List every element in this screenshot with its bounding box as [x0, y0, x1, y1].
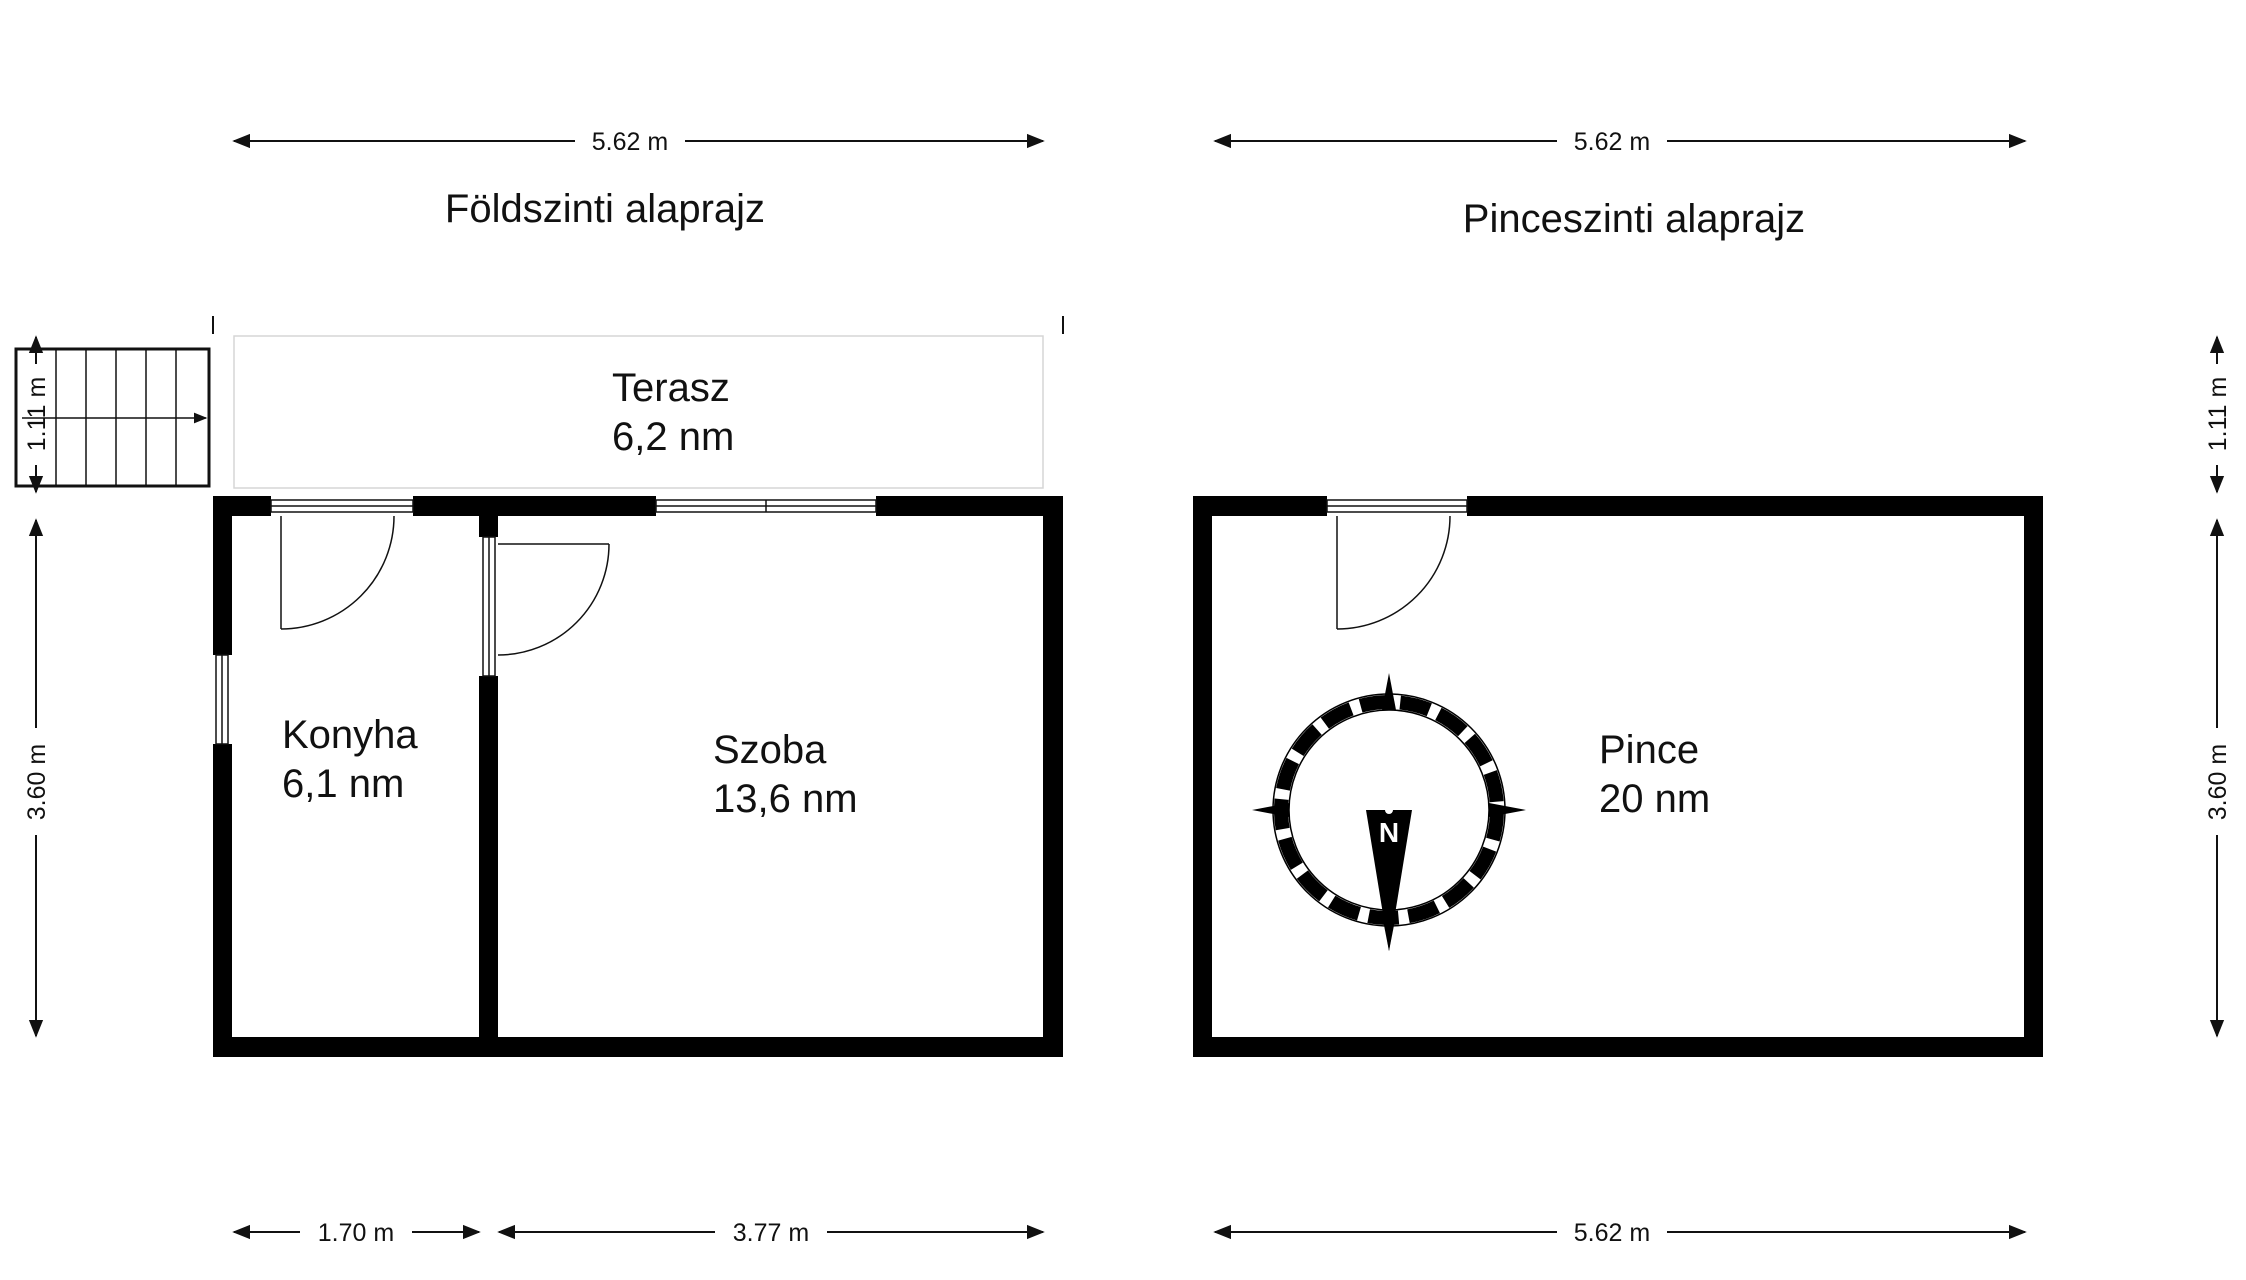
ground-width-label: 5.62 m [591, 128, 669, 156]
terrace-outline [234, 336, 1043, 488]
kitchen-area: 6,1 nm [282, 762, 405, 806]
basement-terrace-depth-label: 1.11 m [2204, 376, 2232, 452]
basement-house-depth-dimension [2204, 520, 2232, 1036]
basement-width-label-top: 5.62 m [1573, 128, 1651, 156]
ground-terrace-depth-label: 1.11 m [23, 376, 51, 452]
basement-door [1337, 516, 1450, 629]
kitchen-width-label: 1.70 m [317, 1219, 395, 1247]
ground-house-depth-label: 3.60 m [23, 743, 51, 821]
room-name: Szoba [713, 728, 827, 772]
kitchen-width-dimension [234, 1219, 479, 1247]
basement-house-depth-label: 3.60 m [2204, 743, 2232, 821]
basement-width-label-bottom: 5.62 m [1573, 1219, 1651, 1247]
room-area: 13,6 nm [713, 777, 858, 821]
basement-plan [1193, 128, 2232, 1247]
cellar-area: 20 nm [1599, 777, 1711, 821]
ground-floor-title: Földszinti alaprajz [444, 187, 766, 231]
ground-doors [281, 516, 609, 655]
compass-north-label: N [1378, 817, 1400, 848]
basement-width-dimension-bottom [1215, 1219, 2025, 1247]
terrace-name: Terasz [612, 366, 730, 410]
compass-rose-icon [1252, 673, 1526, 951]
basement-title: Pinceszinti alaprajz [1462, 197, 1806, 241]
room-width-dimension [499, 1219, 1043, 1247]
basement-terrace-depth-dimension [2204, 337, 2232, 492]
ground-width-dimension [234, 128, 1043, 156]
ground-house-depth-dimension [23, 520, 51, 1036]
basement-window [1327, 500, 1467, 512]
ground-floor-plan [16, 128, 1063, 1247]
ground-windows [216, 500, 876, 744]
basement-width-dimension-top [1215, 128, 2025, 156]
room-width-label: 3.77 m [732, 1219, 810, 1247]
cellar-name: Pince [1599, 728, 1700, 772]
kitchen-name: Konyha [282, 713, 418, 757]
terrace-area: 6,2 nm [612, 415, 735, 459]
